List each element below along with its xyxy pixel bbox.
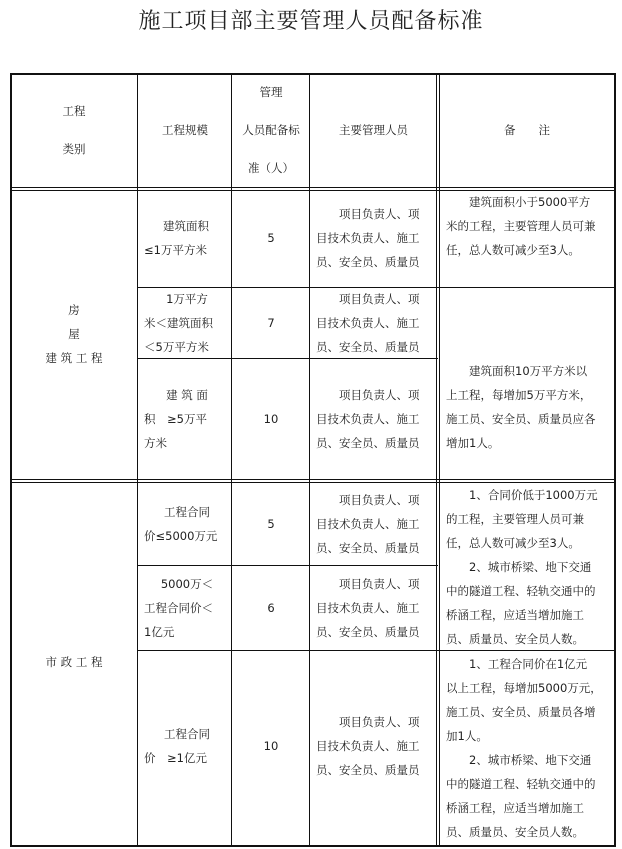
personnel-line: 项目负责人、项 xyxy=(339,493,420,507)
scale-line: 工程合同价＜ xyxy=(144,601,213,615)
personnel-line: 项目负责人、项 xyxy=(339,207,420,221)
page-title: 施工项目部主要管理人员配备标准 xyxy=(138,9,484,34)
personnel-line: 目技术负责人、施工 xyxy=(316,316,420,330)
header-category-line2: 类别 xyxy=(62,142,86,156)
header-category-line1: 工程 xyxy=(62,104,86,118)
remark-line: 1、合同价低于1000万元 xyxy=(469,488,598,502)
remark-line: 1、工程合同价在1亿元 xyxy=(469,657,588,671)
scale-line: 5000万＜ xyxy=(160,577,214,591)
scale-line: 方米 xyxy=(144,436,167,450)
personnel-line: 员、安全员、质量员 xyxy=(316,541,420,555)
personnel-line: 目技术负责人、施工 xyxy=(316,601,420,615)
category-building-line1: 房 xyxy=(68,303,80,317)
scale-line: 价≤5000万元 xyxy=(144,529,218,543)
remark-line: 桥涵工程，应适当增加施工 xyxy=(446,608,584,622)
remark-line: 中的隧道工程、轻轨交通中的 xyxy=(446,777,596,791)
remark-municipal-large xyxy=(446,652,614,844)
personnel-municipal-2 xyxy=(316,572,434,644)
personnel-line: 员、安全员、质量员 xyxy=(316,255,420,269)
remark-line: 的工程，主要管理人员可兼 xyxy=(446,512,584,526)
remark-municipal-small xyxy=(446,483,614,651)
scale-building-3 xyxy=(144,383,230,455)
personnel-line: 项目负责人、项 xyxy=(339,388,420,402)
count-building-3: 10 xyxy=(263,412,279,426)
scale-building-1 xyxy=(144,214,228,262)
remark-building-3 xyxy=(446,359,614,455)
personnel-line: 项目负责人、项 xyxy=(339,292,420,306)
scale-line: 米＜建筑面积 xyxy=(144,316,213,330)
scale-building-2 xyxy=(144,287,230,359)
remark-line: 任，总人数可减少至3人。 xyxy=(446,243,580,257)
personnel-building-3 xyxy=(316,383,434,455)
hline-header-bottom xyxy=(10,187,616,188)
personnel-line: 项目负责人、项 xyxy=(339,577,420,591)
remark-line: 建筑面积10万平方米以 xyxy=(469,364,588,378)
vline-4b xyxy=(439,73,440,847)
vline-left xyxy=(10,73,12,847)
remark-line: 建筑面积小于5000平方 xyxy=(469,195,591,209)
category-municipal: 市 政 工 程 xyxy=(45,655,103,669)
personnel-line: 员、安全员、质量员 xyxy=(316,340,420,354)
remark-line: 中的隧道工程、轻轨交通中的 xyxy=(446,584,596,598)
personnel-municipal-3 xyxy=(316,710,434,782)
header-staffing-line3: 准（人） xyxy=(248,161,294,175)
remark-line: 员、质量员、安全员人数。 xyxy=(446,632,584,646)
header-scale: 工程规模 xyxy=(162,123,208,137)
remark-line: 2、城市桥梁、地下交通 xyxy=(469,560,592,574)
remark-line: 增加1人。 xyxy=(446,436,500,450)
personnel-building-2 xyxy=(316,287,434,359)
header-staffing-line2: 人员配备标 xyxy=(242,123,300,137)
personnel-municipal-1 xyxy=(316,488,434,560)
remark-building-1 xyxy=(446,190,614,262)
scale-line: 建筑面积 xyxy=(163,219,209,233)
vline-2 xyxy=(231,73,232,847)
remark-line: 施工员、安全员、质量员应各 xyxy=(446,412,596,426)
scale-municipal-1 xyxy=(144,500,230,548)
header-personnel: 主要管理人员 xyxy=(339,123,408,137)
category-building-line2: 屋 xyxy=(68,327,80,341)
hline-top xyxy=(10,73,616,75)
scale-municipal-3 xyxy=(144,722,230,770)
vline-4 xyxy=(436,73,437,847)
hline-bottom xyxy=(10,845,616,847)
personnel-line: 目技术负责人、施工 xyxy=(316,231,420,245)
scale-line: 工程合同 xyxy=(164,727,210,741)
personnel-line: 目技术负责人、施工 xyxy=(316,412,420,426)
scale-line: 建 筑 面 xyxy=(166,388,208,402)
scale-line: 1亿元 xyxy=(144,625,175,639)
category-building-line3: 建 筑 工 程 xyxy=(45,351,103,365)
personnel-line: 员、安全员、质量员 xyxy=(316,625,420,639)
header-staffing-line1: 管理 xyxy=(259,85,283,99)
remark-line: 加1人。 xyxy=(446,729,488,743)
remark-line: 任，总人数可减少至3人。 xyxy=(446,536,580,550)
hline-m1 xyxy=(138,565,438,566)
remark-line: 以上工程，每增加5000万元， xyxy=(446,681,602,695)
scale-line: 1万平方 xyxy=(166,292,208,306)
scale-line: ＜5万平方米 xyxy=(144,340,209,354)
remark-line: 桥涵工程，应适当增加施工 xyxy=(446,801,584,815)
remark-line: 施工员、安全员、质量员各增 xyxy=(446,705,596,719)
scale-line: ≤1万平方米 xyxy=(144,243,207,257)
personnel-line: 员、安全员、质量员 xyxy=(316,763,420,777)
header-remarks: 备 注 xyxy=(504,123,550,137)
remark-line: 员、质量员、安全员人数。 xyxy=(446,825,584,839)
vline-1 xyxy=(137,73,138,847)
count-municipal-2: 6 xyxy=(267,601,275,615)
scale-line: 积 ≥5万平 xyxy=(144,412,207,426)
hline-section xyxy=(10,479,616,480)
scale-municipal-2 xyxy=(144,572,230,644)
count-municipal-3: 10 xyxy=(263,739,279,753)
personnel-line: 项目负责人、项 xyxy=(339,715,420,729)
scale-line: 工程合同 xyxy=(164,505,210,519)
vline-right xyxy=(614,73,616,847)
vline-3 xyxy=(309,73,310,847)
count-building-1: 5 xyxy=(267,231,275,245)
personnel-line: 员、安全员、质量员 xyxy=(316,436,420,450)
remark-line: 上工程，每增加5万平方米， xyxy=(446,388,592,402)
remark-line: 2、城市桥梁、地下交通 xyxy=(469,753,592,767)
count-municipal-1: 5 xyxy=(267,517,275,531)
remark-line: 米的工程，主要管理人员可兼 xyxy=(446,219,596,233)
personnel-line: 目技术负责人、施工 xyxy=(316,517,420,531)
count-building-2: 7 xyxy=(267,316,275,330)
personnel-building-1 xyxy=(316,202,434,274)
personnel-line: 目技术负责人、施工 xyxy=(316,739,420,753)
scale-line: 价 ≥1亿元 xyxy=(144,751,207,765)
